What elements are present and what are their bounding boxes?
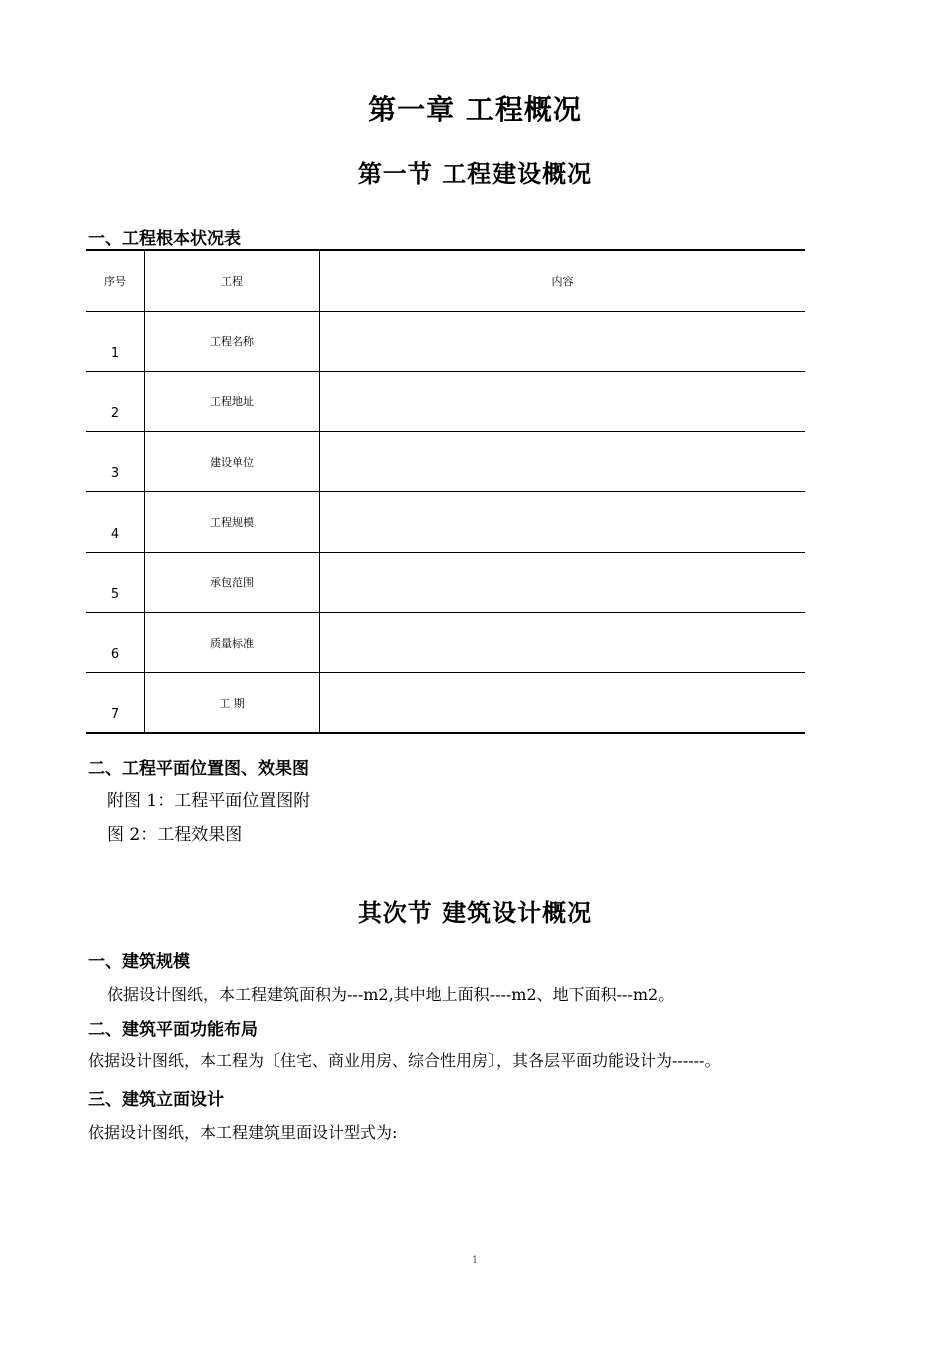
section-2-heading-3: 三、建筑立面设计 <box>88 1090 224 1110</box>
section-1-heading-1: 一、工程根本状况表 <box>88 229 241 249</box>
table-row <box>86 673 805 733</box>
row-seq: 4 <box>86 492 145 552</box>
figure-1-caption: 附图 1：工程平面位置图附 <box>107 791 311 811</box>
header-seq: 序号 <box>86 250 145 311</box>
row-content <box>320 673 806 733</box>
row-project: 建设单位 <box>145 432 320 492</box>
row-seq: 7 <box>86 673 145 733</box>
row-content <box>320 371 806 431</box>
row-seq: 6 <box>86 612 145 672</box>
table-header-row <box>86 250 805 311</box>
row-project: 工程规模 <box>145 492 320 552</box>
header-project: 工程 <box>145 250 320 311</box>
header-content: 内容 <box>320 250 806 311</box>
row-content <box>320 492 806 552</box>
section-2-heading-1: 一、建筑规模 <box>88 952 190 972</box>
table-row <box>86 311 805 371</box>
row-seq: 5 <box>86 552 145 612</box>
table-row <box>86 371 805 431</box>
row-content <box>320 432 806 492</box>
project-overview-table <box>86 249 805 734</box>
row-seq: 2 <box>86 371 145 431</box>
elevation-design-text: 依据设计图纸，本工程建筑里面设计型式为: <box>88 1123 398 1142</box>
table-row <box>86 552 805 612</box>
row-content <box>320 311 806 371</box>
row-content <box>320 612 806 672</box>
section-2-heading-2: 二、建筑平面功能布局 <box>88 1020 258 1040</box>
row-project: 承包范围 <box>145 552 320 612</box>
row-content <box>320 552 806 612</box>
page-number: 1 <box>471 1255 479 1266</box>
table-row <box>86 432 805 492</box>
row-project: 工 期 <box>145 673 320 733</box>
row-seq: 1 <box>86 311 145 371</box>
section-1-heading-2: 二、工程平面位置图、效果图 <box>88 759 309 779</box>
chapter-title: 第一章 工程概况 <box>368 93 582 126</box>
section-1-title: 第一节 工程建设概况 <box>357 160 593 188</box>
table-row <box>86 612 805 672</box>
figure-2-caption: 图 2：工程效果图 <box>107 825 243 845</box>
row-seq: 3 <box>86 432 145 492</box>
row-project: 质量标准 <box>145 612 320 672</box>
building-scale-text: 依据设计图纸，本工程建筑面积为---m2,其中地上面积----m2、地下面积---m2。 <box>107 985 675 1004</box>
row-project: 工程名称 <box>145 311 320 371</box>
table-row <box>86 492 805 552</box>
section-2-title: 其次节 建筑设计概况 <box>357 899 593 927</box>
floor-plan-text: 依据设计图纸，本工程为〔住宅、商业用房、综合性用房〕，其各层平面功能设计为------。 <box>88 1051 721 1070</box>
row-project: 工程地址 <box>145 371 320 431</box>
